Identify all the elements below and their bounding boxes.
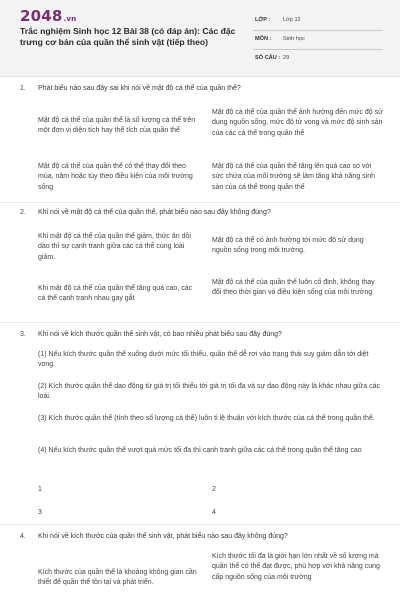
option-b[interactable]: Mật độ cá thể có ảnh hưởng tới mức độ sử dụng nguồn sống trong môi trường.	[212, 237, 364, 255]
document-title: Trắc nghiệm Sinh học 12 Bài 38 (có đáp án): Các đặc trưng cơ bản của quần thể sinh vật (tiếp theo)	[20, 26, 236, 47]
option-a[interactable]: Khi mật độ cá thể của quần thể giảm, thức ăn dồi dào thì sự cạnh tranh giữa các cá thể cùng loài giảm.	[38, 233, 191, 261]
option-d[interactable]: Mật độ cá thể của quần thể luôn cố định, không thay đổi theo thời gian và điều kiện sống của môi trường	[212, 279, 375, 297]
question-divider	[0, 322, 400, 323]
option-b[interactable]: Mật độ cá thể của quần thể ảnh hưởng đến mức độ sử dụng nguồn sống, mức độ tử vong và mức độ sinh sản của các cá thể trong quần thể	[212, 109, 383, 137]
meta-row-count	[253, 50, 383, 69]
question-number: 1.	[20, 85, 26, 92]
question-text: Khi nói về kích thước quần thể sinh vật, có bao nhiêu phát biểu sau đây đúng?	[38, 331, 282, 338]
option-d[interactable]: 4	[212, 509, 216, 516]
header-divider	[0, 76, 400, 77]
question-divider	[0, 524, 400, 525]
option-c[interactable]: Khi mật độ cá thể của quần thể tăng quá cao, các cá thể cạnh tranh nhau gay gắt	[38, 285, 193, 303]
logo-text: 2048	[20, 7, 63, 25]
meta-value: 29	[283, 55, 290, 61]
document-meta	[253, 12, 383, 69]
option-c[interactable]: Mật độ cá thể của quần thể có thể thay đổi theo mùa, năm hoặc tùy theo điều kiện của môi trường sống	[38, 163, 193, 191]
question-number: 4.	[20, 533, 26, 540]
meta-row-subject	[253, 31, 383, 50]
question-divider	[0, 202, 400, 203]
statement-4: (4) Nếu kích thước quần thể vượt quá mức tối đa thì cạnh tranh giữa các cá thể trong quần thể tăng cao	[38, 447, 362, 454]
meta-value: Sinh học	[283, 36, 305, 42]
question-text: Khi nói về kích thước của quần thể sinh vật, phát biểu nào sau đây không đúng?	[38, 533, 288, 540]
option-a[interactable]: 1	[38, 486, 42, 493]
document-header	[0, 0, 400, 76]
meta-label: LỚP :	[255, 17, 271, 23]
option-b[interactable]: 2	[212, 486, 216, 493]
question-number: 3.	[20, 331, 26, 338]
meta-value: Lớp 12	[283, 17, 301, 23]
option-d[interactable]: Mật độ cá thể của quần thể tăng lên quá cao so với sức chứa của môi trường sẽ làm tăng khả năng sinh sản của cá thể trong quần thể	[212, 163, 376, 191]
meta-label: SỐ CÂU :	[255, 55, 281, 61]
question-text: Phát biểu nào sau đây sai khi nói về mật độ cá thể của quần thể?	[38, 85, 241, 92]
site-logo[interactable]	[20, 7, 76, 25]
option-b[interactable]: Kích thước tối đa là giới hạn lớn nhất về số lượng mà quần thể có thể đạt được, phù hợp với khả năng cung cấp nguồn sống của môi trường	[212, 553, 380, 581]
meta-row-class	[253, 12, 383, 31]
meta-label: MÔN :	[255, 36, 272, 42]
option-c[interactable]: 3	[38, 509, 42, 516]
question-number: 2.	[20, 209, 26, 216]
statement-3: (3) Kích thước quần thể (tính theo số lượng cá thể) luôn tỉ lệ thuận với kích thước của cá thể trong quần thể.	[38, 415, 375, 422]
statement-2: (2) Kích thước quần thể dao động từ giá trị tối thiểu tới giá trị tối đa và sự dao động này là khác nhau giữa các loài.	[38, 383, 380, 401]
option-a[interactable]: Mật độ cá thể của quần thể là số lượng cá thể trên một đơn vị diện tích hay thể tích của quần thể	[38, 117, 196, 135]
question-text: Khi nói về mật độ cá thể của quần thể, phát biểu nào sau đây không đúng?	[38, 209, 271, 216]
option-a[interactable]: Kích thước của quần thể là khoảng không gian cần thiết để quần thể tồn tại và phát triển.	[38, 569, 197, 587]
logo-suffix: .vn	[63, 15, 77, 23]
statement-1: (1) Nếu kích thước quần thể xuống dưới mức tối thiểu, quần thể dễ rơi vào trạng thái suy giảm dẫn tới diệt vong.	[38, 351, 369, 369]
